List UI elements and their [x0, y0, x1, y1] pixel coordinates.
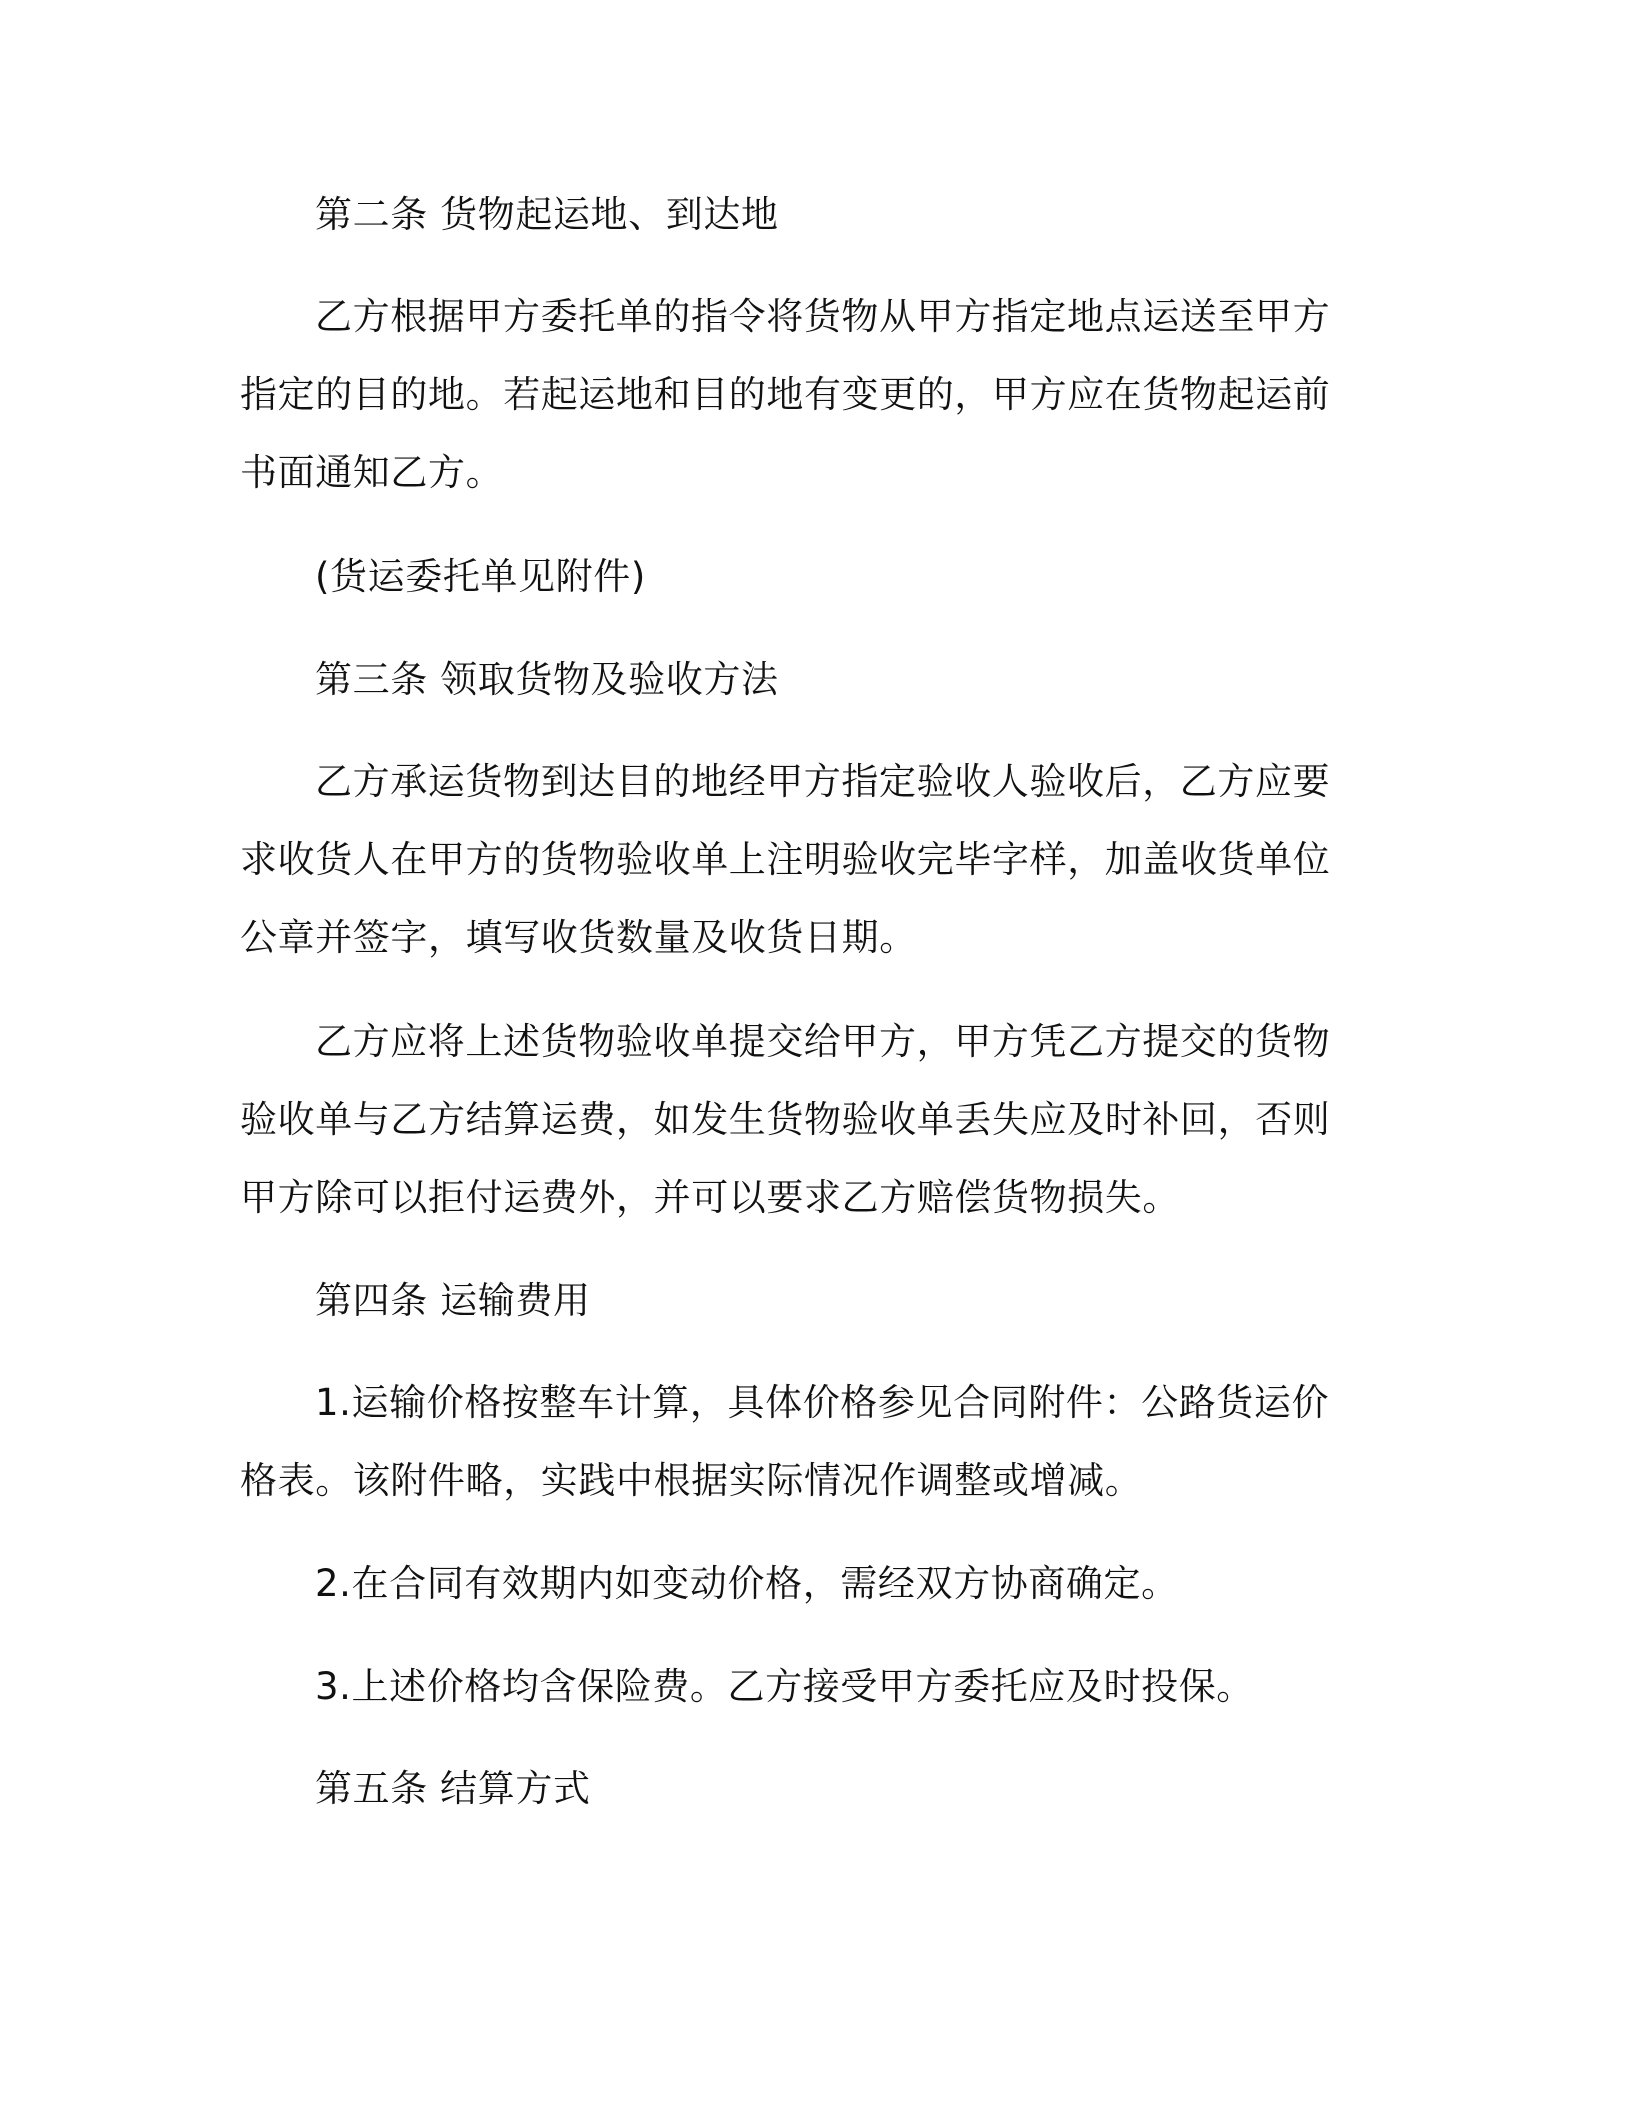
article-2-note: (货运委托单见附件): [315, 555, 646, 598]
article-5-heading: 第五条 结算方式: [315, 1767, 591, 1810]
article-3-body-1: 乙方承运货物到达目的地经甲方指定验收人验收后，乙方应要求收货人在甲方的货物验收单上注明验收完毕字样，加盖收货单位公章并签字，填写收货数量及收货日期。: [240, 760, 1331, 959]
article-2-body: 乙方根据甲方委托单的指令将货物从甲方指定地点运送至甲方指定的目的地。若起运地和目的地有变更的，甲方应在货物起运前书面通知乙方。: [240, 295, 1331, 494]
article-3-body-2: 乙方应将上述货物验收单提交给甲方，甲方凭乙方提交的货物验收单与乙方结算运费，如发生货物验收单丢失应及时补回，否则甲方除可以拒付运费外，并可以要求乙方赔偿货物损失。: [240, 1020, 1331, 1219]
article-3-heading: 第三条 领取货物及验收方法: [315, 658, 779, 701]
article-2-heading: 第二条 货物起运地、到达地: [315, 193, 779, 236]
article-4-item-3: 3.上述价格均含保险费。乙方接受甲方委托应及时投保。: [315, 1665, 1254, 1708]
article-4-item-1: 1.运输价格按整车计算，具体价格参见合同附件：公路货运价格表。该附件略，实践中根据实际情况作调整或增减。: [240, 1381, 1330, 1502]
article-4-heading: 第四条 运输费用: [315, 1279, 591, 1322]
article-4-item-2: 2.在合同有效期内如变动价格，需经双方协商确定。: [315, 1562, 1179, 1605]
